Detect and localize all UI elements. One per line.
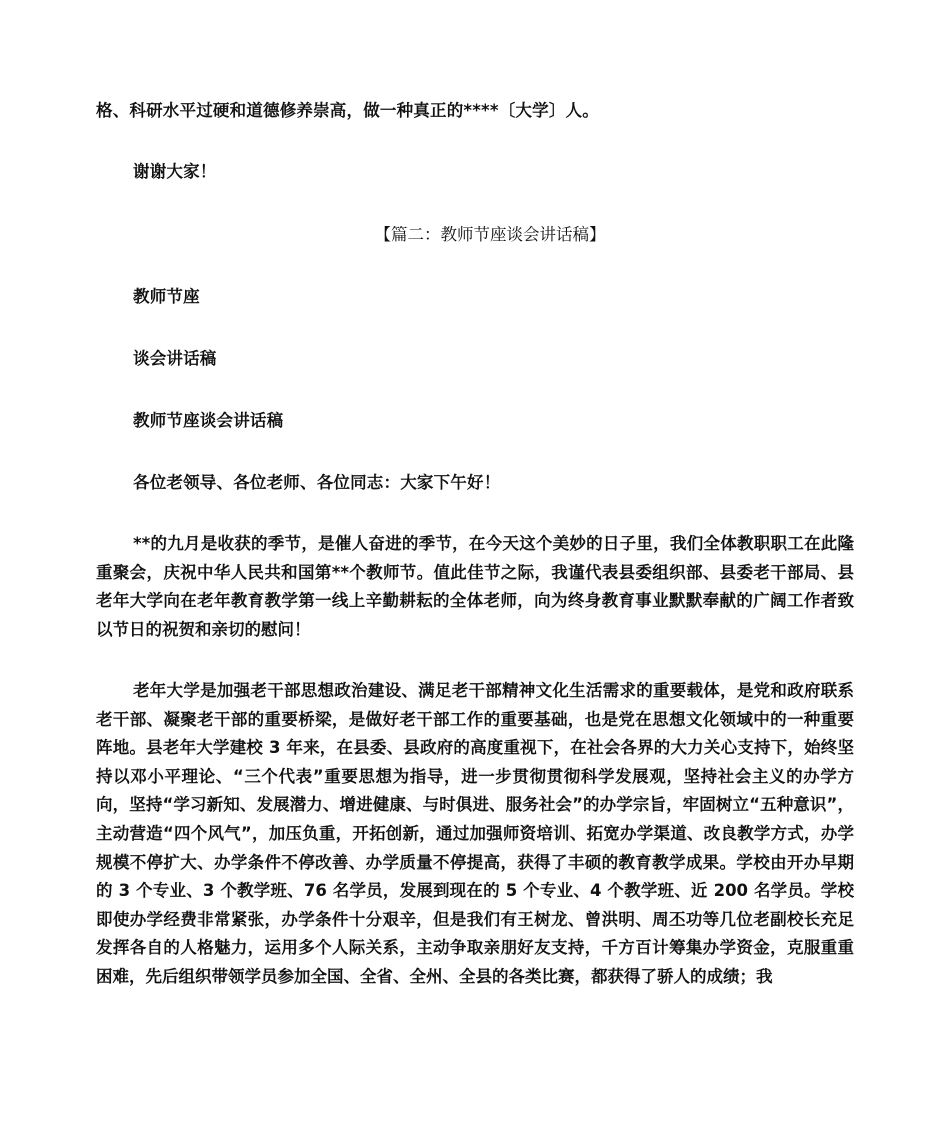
heading-3: 教师节座谈会讲话稿 [133, 411, 284, 430]
paragraph-2: 老年大学是加强老干部思想政治建设、满足老干部精神文化生活需求的重要载体，是党和政府联系老干部、凝聚老干部的重要桥梁，是做好老干部工作的重要基础，也是党在思想文化领域中的一种重要阵地。县老年大学建校 3 年来，在县委、县政府的高度重视下，在社会各界的大力关心支持下，始终坚持以邓小平理论、“三个代表”重要思想为指导，进一步贯彻贯彻科学发展观，坚持社会主义的办学方向，坚持“学习新知、发展潜力、增进健康、与时俱进、服务社会”的办学宗旨，牢固树立“五种意识”，主动营造“四个风气”，加压负重，开拓创新，通过加强师资培训、拓宽办学渠道、改良教学方式，办学规模不停扩大、办学条件不停改善、办学质量不停提高，获得了丰硕的教育教学成果。学校由开办早期的 3 个专业、3 个教学班、76 名学员，发展到现在的 5 个专业、4 个教学班、近 200 名学员。学校即使办学经费非常紧张，办学条件十分艰辛，但是我们有王树龙、曾洪明、周丕功等几位老副校长充足发挥各自的人格魅力，运用多个人际关系，主动争取亲朋好友支持，千方百计筹集办学资金，克服重重困难，先后组织带领学员参加全国、全省、全州、全县的各类比赛，都获得了骄人的成绩；我 [96, 681, 854, 986]
greeting-line: 各位老领导、各位老师、各位同志：大家下午好！ [133, 473, 501, 492]
heading-2: 谈会讲话稿 [133, 349, 217, 368]
thanks-line: 谢谢大家！ [133, 162, 217, 181]
heading-1: 教师节座 [133, 287, 200, 306]
paragraph-1: **的九月是收获的季节，是催人奋进的季节，在今天这个美妙的日子里，我们全体教职职工在此隆重聚会，庆祝中华人民共和国第**个教师节。值此佳节之际，我谨代表县委组织部、县委老干部局、县老年大学向在老年教育教学第一线上辛勤耕耘的全体老师，向为终身教育事业默默奉献的广阔工作者致以节日的祝贺和亲切的慰问！ [96, 534, 854, 639]
section-title: 【篇二：教师节座谈会讲话稿】 [374, 225, 606, 244]
continuation-line: 格、科研水平过硬和道德修养崇高，做一种真正的****〔大学〕人。 [96, 101, 599, 120]
